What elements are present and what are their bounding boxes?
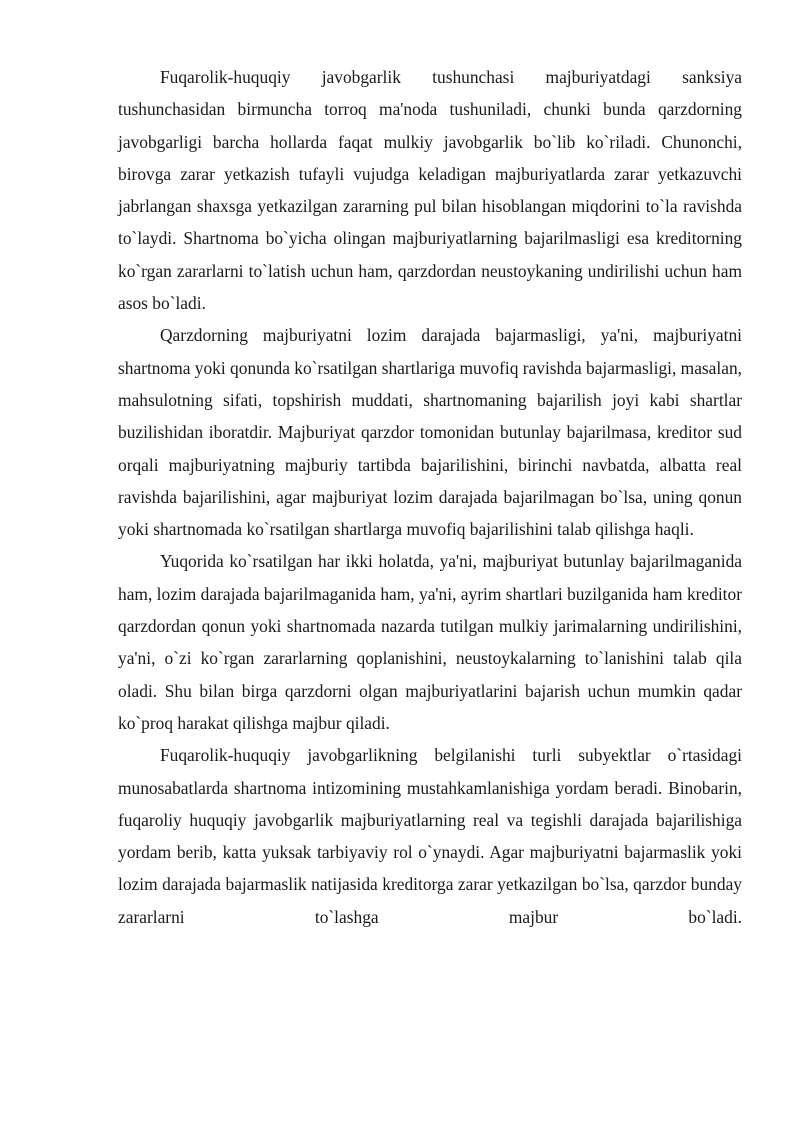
paragraph-4: Fuqarolik-huquqiy javobgarlikning belgilanishi turli subyektlar o`rtasidagi munosabatlarda shartnoma intizomining mustahkamlanishiga yordam beradi. Binobarin, fuqaroliy huquqiy javobgarlik majburiyatlarning real va tegishli darajada bajarilishiga yordam berib, katta yuksak tarbiyaviy rol o`ynaydi. Agar majburiyatni bajarmaslik yoki lozim darajada bajarmaslik natijasida kreditorga zarar yetkazilgan bo`lsa, qarzdor bunday zararlarni to`lashga majbur bo`ladi.: [118, 745, 742, 927]
paragraph-1: Fuqarolik-huquqiy javobgarlik tushunchasi majburiyatdagi sanksiya tushunchasidan birmuncha torroq ma'noda tushuniladi, chunki bunda qarzdorning javobgarligi barcha hollarda faqat mulkiy javobgarlik bo`lib ko`riladi. Chunonchi, birovga zarar yetkazish tufayli vujudga keladigan majburiyatlarda zarar yetkazuvchi jabrlangan shaxsga yetkazilgan zararning pul bilan hisoblangan miqdorini to`la ravishda to`laydi. Shartnoma bo`yicha olingan majburiyatlarning bajarilmasligi esa kreditorning ko`rgan zararlarni to`latish uchun ham, qarzdordan neustoykaning undirilishi uchun ham asos bo`ladi.: [118, 67, 742, 314]
paragraph-2: Qarzdorning majburiyatni lozim darajada bajarmasligi, ya'ni, majburiyatni shartnoma yoki qonunda ko`rsatilgan shartlariga muvofiq ravishda bajarmasligi, masalan, mahsulotning sifati, topshirish muddati, shartnomaning bajarilish joyi kabi shartlar buzilishidan iboratdir. Majburiyat qarzdor tomonidan butunlay bajarilmasa, kreditor sud orqali majburiyatning majburiy tartibda bajarilishini, birinchi navbatda, albatta real ravishda bajarilishini, agar majburiyat lozim darajada bajarilmagan bo`lsa, uning qonun yoki shartnomada ko`rsatilgan shartlarga muvofiq bajarilishini talab qilishga haqli.: [118, 325, 742, 540]
paragraph-3: Yuqorida ko`rsatilgan har ikki holatda, ya'ni, majburiyat butunlay bajarilmaganida ham, lozim darajada bajarilmaganida ham, ya'ni, ayrim shartlari buzilganida ham kreditor qarzdordan qonun yoki shartnomada nazarda tutilgan mulkiy jarimalarning undirilishini, ya'ni, o`zi ko`rgan zararlarning qoplanishini, neustoykalarning to`lanishini talab qila oladi. Shu bilan birga qarzdorni olgan majburiyatlarini bajarish uchun mumkin qadar ko`proq harakat qilishga majbur qiladi.: [118, 551, 742, 733]
